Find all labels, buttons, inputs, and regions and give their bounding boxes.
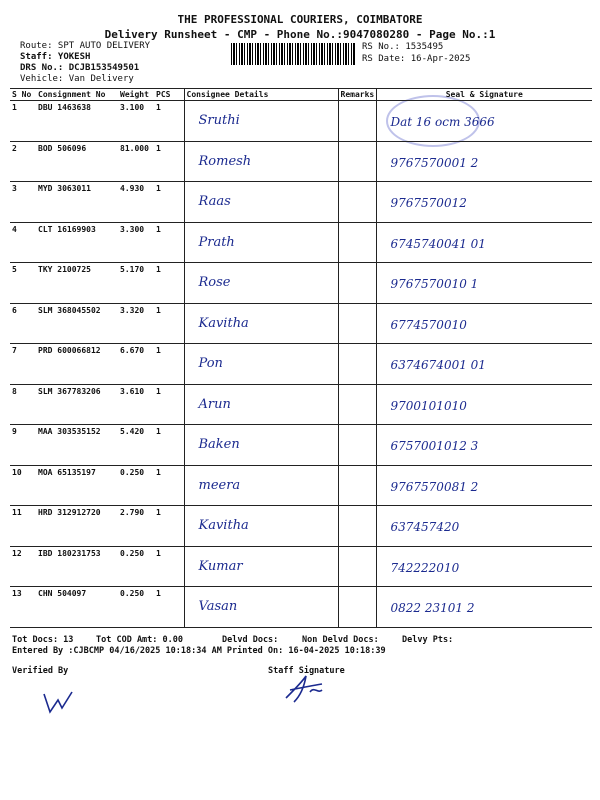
- row-sno: 7: [10, 344, 36, 385]
- row-weight: 0.250: [118, 465, 154, 506]
- verified-signature: [40, 688, 80, 718]
- verified-by-label: Verified By: [12, 666, 69, 676]
- consignee-handwriting: Vasan: [198, 599, 238, 614]
- row-consignment: MOA 65135197: [36, 465, 118, 506]
- col-weight: Weight: [118, 89, 154, 101]
- row-pcs: 1: [154, 465, 184, 506]
- row-signature-cell: [376, 506, 592, 547]
- delvy-pts: Delvy Pts:: [402, 635, 454, 645]
- row-pcs: 1: [154, 182, 184, 223]
- row-weight: 5.420: [118, 425, 154, 466]
- consignee-handwriting: Sruthi: [198, 113, 240, 128]
- row-sno: 11: [10, 506, 36, 547]
- row-pcs: 1: [154, 303, 184, 344]
- row-consignment: DBU 1463638: [36, 101, 118, 142]
- table-row: [10, 101, 592, 142]
- consignee-handwriting: Raas: [198, 194, 231, 209]
- row-signature-cell: [376, 182, 592, 223]
- row-consignment: SLM 368045502: [36, 303, 118, 344]
- row-consignment: IBD 180231753: [36, 546, 118, 587]
- row-remarks: [338, 506, 376, 547]
- table-row: [10, 263, 592, 304]
- row-consignee-cell: [184, 425, 338, 466]
- row-signature-cell: [376, 465, 592, 506]
- row-consignee-cell: [184, 546, 338, 587]
- row-signature-cell: [376, 141, 592, 182]
- row-remarks: [338, 465, 376, 506]
- row-consignee-cell: [184, 182, 338, 223]
- row-signature-cell: [376, 425, 592, 466]
- row-remarks: [338, 141, 376, 182]
- row-sno: 13: [10, 587, 36, 628]
- consignee-handwriting: meera: [198, 477, 241, 493]
- row-pcs: 1: [154, 222, 184, 263]
- row-sno: 9: [10, 425, 36, 466]
- row-sno: 8: [10, 384, 36, 425]
- row-remarks: [338, 303, 376, 344]
- row-sno: 2: [10, 141, 36, 182]
- row-remarks: [338, 587, 376, 628]
- row-remarks: [338, 344, 376, 385]
- col-seal: Seal & Signature: [376, 89, 592, 101]
- row-weight: 0.250: [118, 546, 154, 587]
- row-signature-cell: [376, 222, 592, 263]
- consignee-handwriting: Baken: [198, 437, 240, 452]
- table-row: [10, 141, 592, 182]
- row-weight: 5.170: [118, 263, 154, 304]
- signature-handwriting: 637457420: [390, 520, 460, 534]
- col-remarks: Remarks: [338, 89, 376, 101]
- drs-number: DRS No.: DCJB153549501: [20, 63, 140, 73]
- row-pcs: 1: [154, 344, 184, 385]
- row-signature-cell: [376, 384, 592, 425]
- row-weight: 3.610: [118, 384, 154, 425]
- consignee-handwriting: Arun: [198, 396, 231, 412]
- row-consignment: MYD 3063011: [36, 182, 118, 223]
- tot-docs: Tot Docs: 13: [12, 635, 74, 645]
- runsheet-table: [10, 88, 592, 628]
- vehicle-label: Vehicle: Van Delivery: [20, 74, 134, 84]
- row-consignment: BOD 506096: [36, 141, 118, 182]
- non-delvd-docs: Non Delvd Docs:: [302, 635, 379, 645]
- signature-handwriting: 742222010: [390, 560, 460, 575]
- consignee-handwriting: Kavitha: [198, 315, 249, 331]
- company-title: THE PROFESSIONAL COURIERS, COIMBATORE: [177, 13, 423, 26]
- signature-handwriting: 9767570081 2: [390, 479, 479, 494]
- table-row: [10, 384, 592, 425]
- row-consignment: SLM 367783206: [36, 384, 118, 425]
- row-sno: 1: [10, 101, 36, 142]
- col-sno: S No: [10, 89, 36, 101]
- row-remarks: [338, 222, 376, 263]
- consignee-handwriting: Kavitha: [198, 518, 249, 533]
- entered-by: Entered By :CJBCMP 04/16/2025 10:18:34 AM Printed On: 16-04-2025 10:18:39: [12, 646, 386, 656]
- table-row: [10, 222, 592, 263]
- consignee-handwriting: Kumar: [198, 558, 243, 574]
- consignee-handwriting: Pon: [198, 356, 223, 371]
- signature-handwriting: 9767570001 2: [390, 155, 479, 170]
- consignee-handwriting: Romesh: [198, 153, 252, 169]
- signature-handwriting: 9700101010: [390, 398, 467, 413]
- staff-label: Staff: YOKESH: [20, 52, 91, 62]
- route-label: Route: SPT AUTO DELIVERY: [20, 41, 151, 51]
- row-signature-cell: [376, 344, 592, 385]
- row-weight: 2.790: [118, 506, 154, 547]
- table-row: [10, 182, 592, 223]
- table-row: [10, 506, 592, 547]
- signature-handwriting: 6757001012 3: [390, 439, 479, 453]
- row-weight: 3.320: [118, 303, 154, 344]
- row-consignee-cell: [184, 587, 338, 628]
- row-consignment: HRD 312912720: [36, 506, 118, 547]
- row-remarks: [338, 384, 376, 425]
- row-sno: 4: [10, 222, 36, 263]
- table-row: [10, 425, 592, 466]
- row-sno: 10: [10, 465, 36, 506]
- row-consignee-cell: [184, 506, 338, 547]
- rs-number: RS No.: 1535495: [362, 42, 444, 52]
- row-pcs: 1: [154, 101, 184, 142]
- col-consignment: Consignment No: [36, 89, 118, 101]
- row-sno: 3: [10, 182, 36, 223]
- staff-signature-label: Staff Signature: [268, 666, 345, 676]
- tot-cod: Tot COD Amt: 0.00: [96, 635, 183, 645]
- row-consignment: CHN 504097: [36, 587, 118, 628]
- row-consignment: TKY 2100725: [36, 263, 118, 304]
- row-consignment: PRD 600066812: [36, 344, 118, 385]
- runsheet-subtitle: Delivery Runsheet - CMP - Phone No.:9047080280 - Page No.:1: [104, 28, 496, 41]
- row-pcs: 1: [154, 425, 184, 466]
- consignee-handwriting: Prath: [198, 234, 235, 250]
- row-consignee-cell: [184, 263, 338, 304]
- row-pcs: 1: [154, 546, 184, 587]
- row-consignment: CLT 16169903: [36, 222, 118, 263]
- col-consignee: Consignee Details: [184, 89, 338, 101]
- row-sno: 12: [10, 546, 36, 587]
- row-pcs: 1: [154, 263, 184, 304]
- row-consignee-cell: [184, 465, 338, 506]
- table-header-row: [10, 89, 592, 101]
- row-consignee-cell: [184, 101, 338, 142]
- row-weight: 81.000: [118, 141, 154, 182]
- row-weight: 6.670: [118, 344, 154, 385]
- row-consignment: MAA 303535152: [36, 425, 118, 466]
- row-pcs: 1: [154, 384, 184, 425]
- row-signature-cell: [376, 546, 592, 587]
- row-remarks: [338, 263, 376, 304]
- row-signature-cell: [376, 263, 592, 304]
- row-consignee-cell: [184, 344, 338, 385]
- signature-handwriting: 6774570010: [390, 317, 467, 332]
- row-pcs: 1: [154, 587, 184, 628]
- col-pcs: PCS: [154, 89, 184, 101]
- table-row: [10, 546, 592, 587]
- row-remarks: [338, 425, 376, 466]
- signature-handwriting: 6745740041 01: [390, 236, 486, 251]
- table-row: [10, 465, 592, 506]
- row-consignee-cell: [184, 222, 338, 263]
- consignee-handwriting: Rose: [198, 275, 231, 290]
- row-remarks: [338, 101, 376, 142]
- table-row: [10, 303, 592, 344]
- row-remarks: [338, 546, 376, 587]
- row-weight: 0.250: [118, 587, 154, 628]
- table-row: [10, 344, 592, 385]
- row-weight: 3.100: [118, 101, 154, 142]
- signature-handwriting: Dat 16 ocm 3666: [390, 115, 495, 129]
- row-pcs: 1: [154, 141, 184, 182]
- signature-handwriting: 6374674001 01: [390, 358, 486, 372]
- barcode: [231, 43, 356, 65]
- table-row: [10, 587, 592, 628]
- signature-handwriting: 9767570010 1: [390, 277, 479, 291]
- rs-date: RS Date: 16-Apr-2025: [362, 54, 471, 64]
- staff-signature: [280, 672, 330, 706]
- row-remarks: [338, 182, 376, 223]
- row-weight: 3.300: [118, 222, 154, 263]
- row-signature-cell: [376, 303, 592, 344]
- row-consignee-cell: [184, 303, 338, 344]
- row-consignee-cell: [184, 141, 338, 182]
- signature-handwriting: 0822 23101 2: [390, 601, 475, 615]
- signature-handwriting: 9767570012: [390, 196, 467, 210]
- delvd-docs: Delvd Docs:: [222, 635, 279, 645]
- row-consignee-cell: [184, 384, 338, 425]
- row-sno: 6: [10, 303, 36, 344]
- row-signature-cell: [376, 587, 592, 628]
- row-weight: 4.930: [118, 182, 154, 223]
- row-sno: 5: [10, 263, 36, 304]
- row-pcs: 1: [154, 506, 184, 547]
- row-signature-cell: [376, 101, 592, 142]
